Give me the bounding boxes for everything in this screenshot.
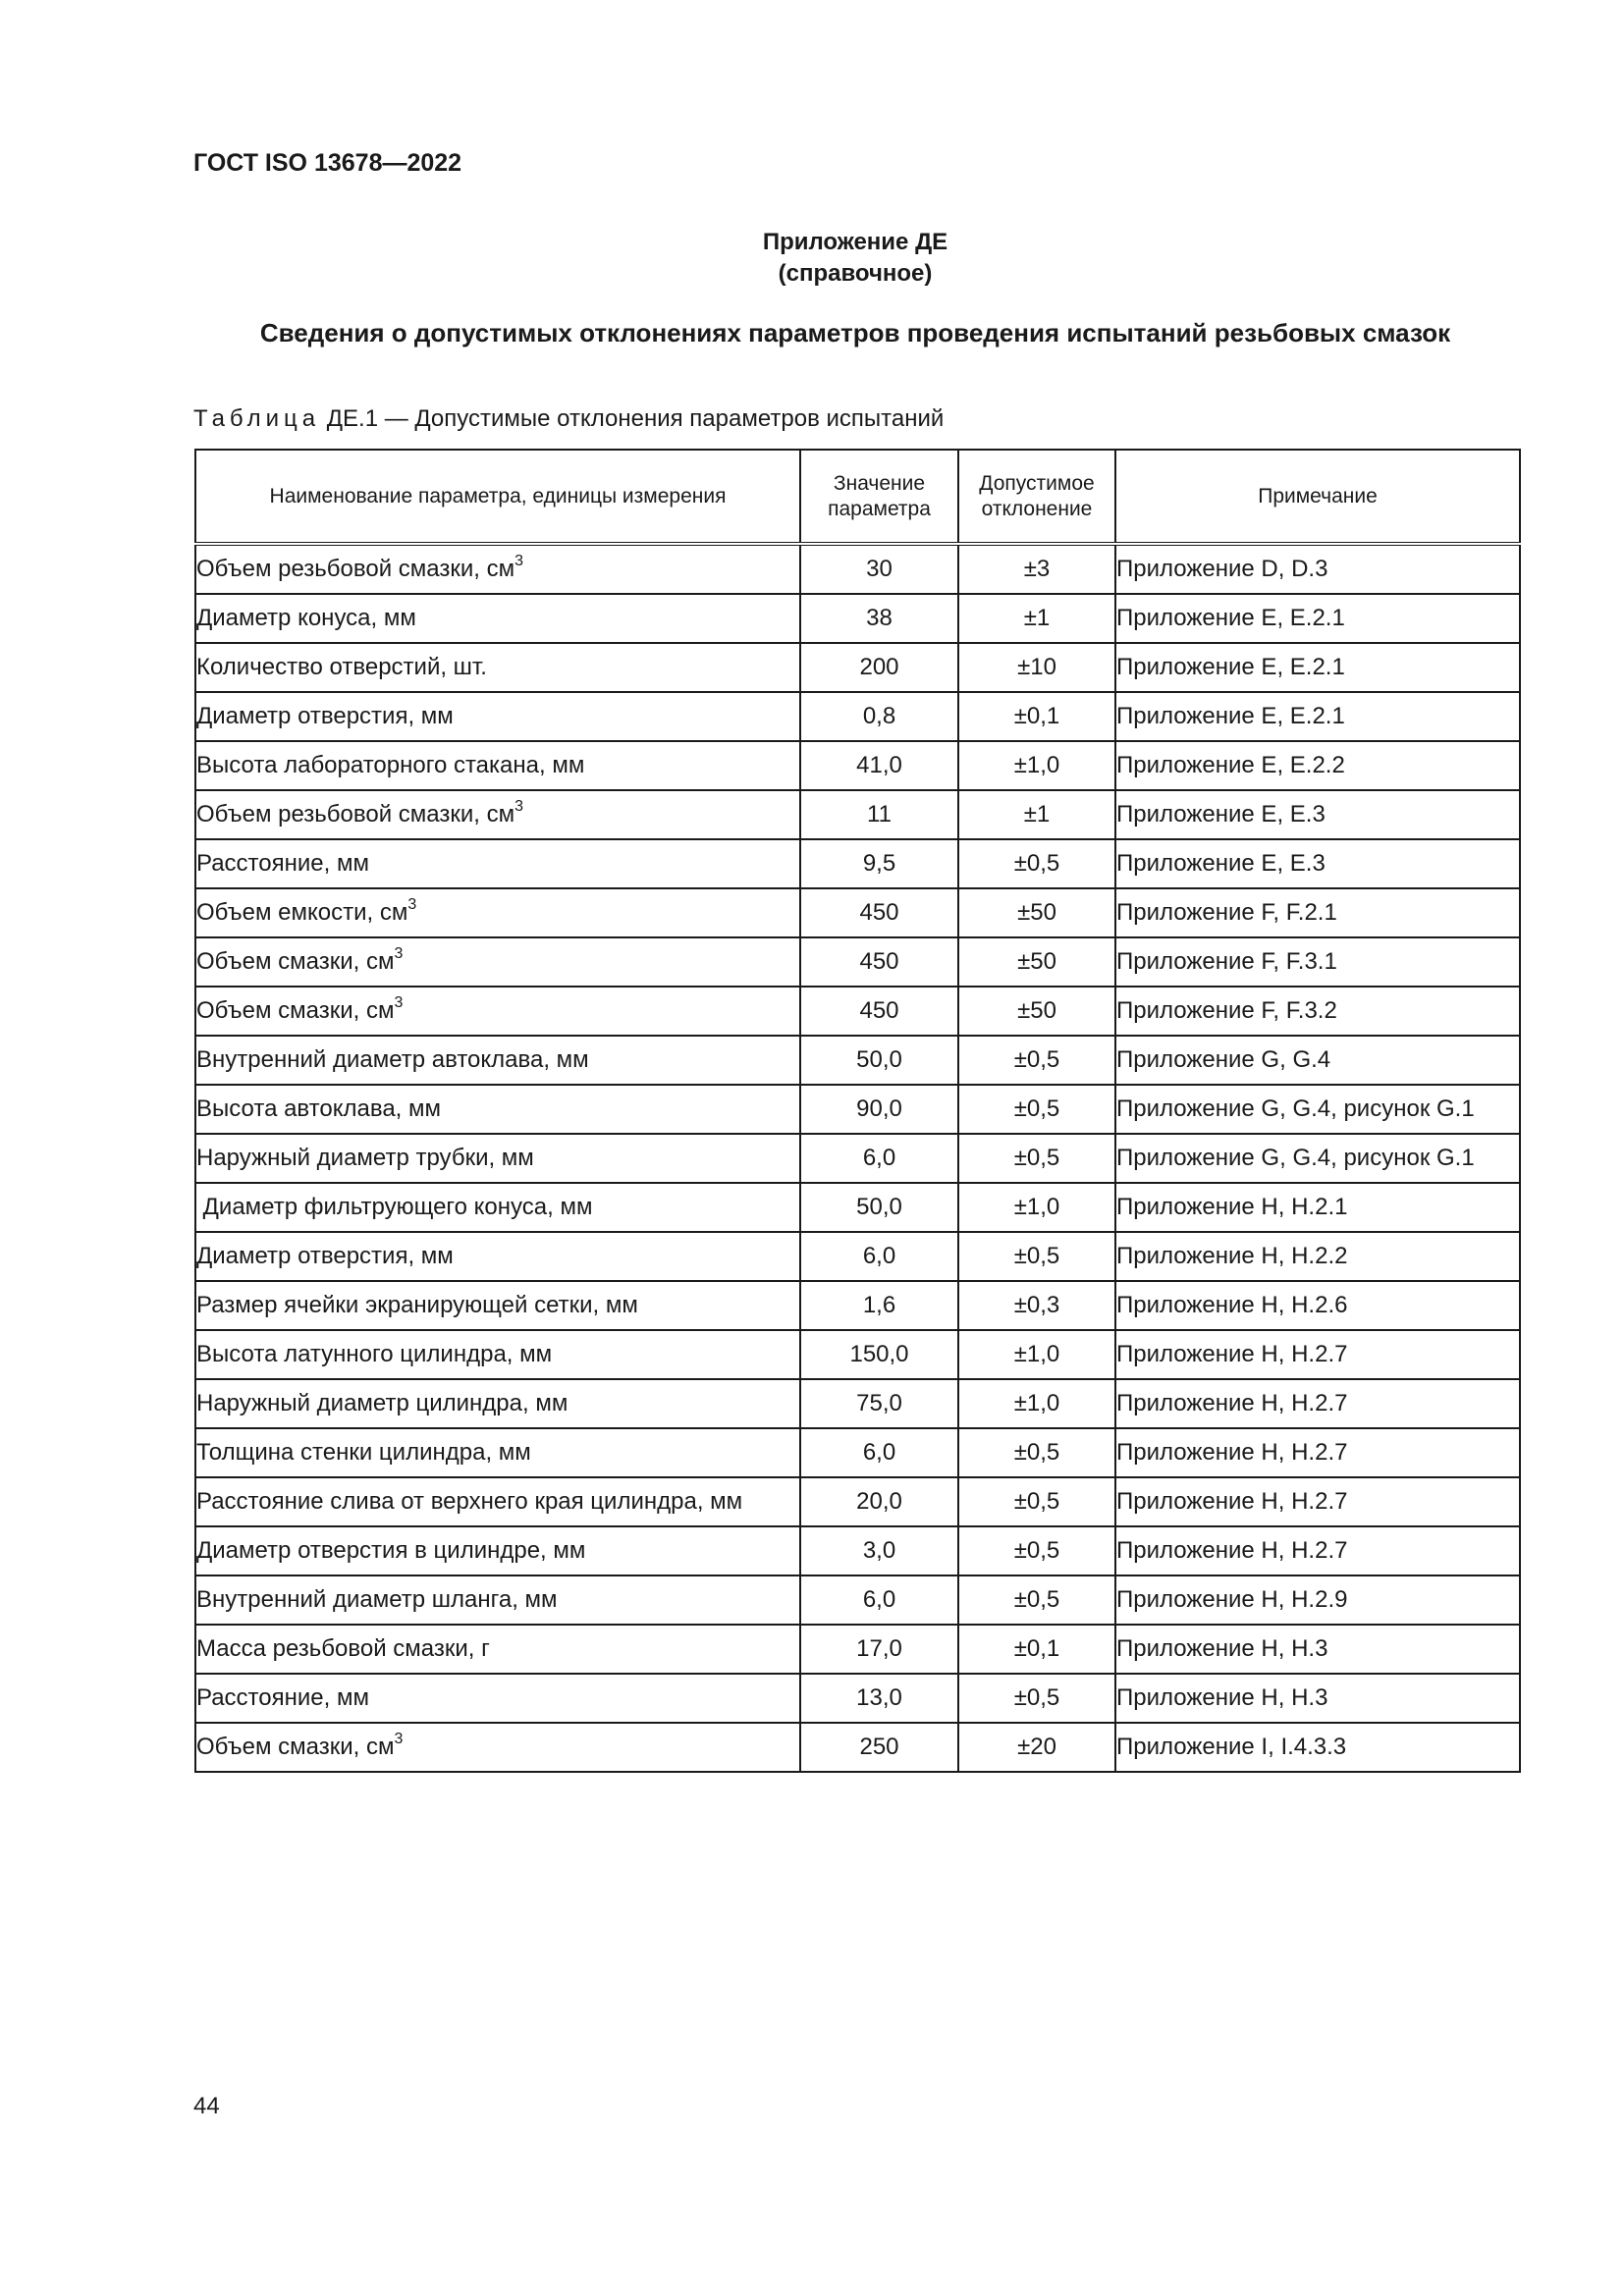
parameter-name-text: Размер ячейки экранирующей сетки, мм bbox=[196, 1292, 638, 1318]
table-row bbox=[195, 1281, 1520, 1330]
cell-tolerance: ±1,0 bbox=[958, 741, 1115, 790]
cell-parameter-value: 9,5 bbox=[800, 839, 958, 888]
cell-note: Приложение G, G.4, рисунок G.1 bbox=[1115, 1085, 1520, 1134]
annex-label: Приложение ДЕ bbox=[762, 229, 948, 255]
cell-parameter-value: 3,0 bbox=[800, 1526, 958, 1575]
table-row bbox=[195, 888, 1520, 937]
parameter-name-text: Высота автоклава, мм bbox=[196, 1095, 442, 1122]
table-row bbox=[195, 1232, 1520, 1281]
table-row bbox=[195, 1575, 1520, 1625]
cell-parameter-value: 90,0 bbox=[800, 1085, 958, 1134]
cell-tolerance: ±0,5 bbox=[958, 1232, 1115, 1281]
cell-parameter-value: 1,6 bbox=[800, 1281, 958, 1330]
cell-parameter-name bbox=[195, 594, 800, 643]
parameter-name-text: Диаметр отверстия, мм bbox=[196, 703, 454, 729]
cell-parameter-name bbox=[195, 839, 800, 888]
page-number: 44 bbox=[193, 2093, 220, 2119]
cell-parameter-name bbox=[195, 544, 800, 594]
parameter-name-text: Объем смазки, см bbox=[196, 997, 395, 1024]
table-row bbox=[195, 741, 1520, 790]
cell-tolerance: ±50 bbox=[958, 888, 1115, 937]
header-tolerance-line1: Допустимое bbox=[979, 471, 1095, 495]
table-row bbox=[195, 594, 1520, 643]
cell-note: Приложение G, G.4 bbox=[1115, 1036, 1520, 1085]
cell-note: Приложение I, I.4.3.3 bbox=[1115, 1723, 1520, 1772]
table-row bbox=[195, 1674, 1520, 1723]
parameter-name-text: Количество отверстий, шт. bbox=[196, 654, 487, 680]
cell-parameter-name bbox=[195, 1526, 800, 1575]
cell-tolerance: ±0,5 bbox=[958, 839, 1115, 888]
cell-parameter-value: 30 bbox=[800, 544, 958, 594]
table-row bbox=[195, 1183, 1520, 1232]
cell-note: Приложение H, H.2.1 bbox=[1115, 1183, 1520, 1232]
parameter-name-text: Диаметр конуса, мм bbox=[196, 605, 416, 631]
table-row bbox=[195, 937, 1520, 987]
cell-tolerance: ±0,5 bbox=[958, 1134, 1115, 1183]
cell-parameter-name bbox=[195, 1232, 800, 1281]
cell-parameter-name bbox=[195, 937, 800, 987]
parameter-name-text: Объем резьбовой смазки, см bbox=[196, 801, 515, 828]
cell-note: Приложение F, F.2.1 bbox=[1115, 888, 1520, 937]
table-caption-text: ДЕ.1 — Допустимые отклонения параметров испытаний bbox=[326, 405, 945, 432]
cell-parameter-name bbox=[195, 790, 800, 839]
cell-parameter-value: 150,0 bbox=[800, 1330, 958, 1379]
parameter-name-text: Объем смазки, см bbox=[196, 1734, 395, 1760]
cell-tolerance: ±0,5 bbox=[958, 1477, 1115, 1526]
cell-parameter-name bbox=[195, 1379, 800, 1428]
table-row bbox=[195, 1379, 1520, 1428]
cell-parameter-value: 450 bbox=[800, 888, 958, 937]
parameter-name-text: Внутренний диаметр автоклава, мм bbox=[196, 1046, 589, 1073]
parameter-name-text: Объем резьбовой смазки, см bbox=[196, 556, 515, 582]
table-body bbox=[195, 544, 1520, 1772]
cell-tolerance: ±50 bbox=[958, 937, 1115, 987]
table-row bbox=[195, 987, 1520, 1036]
cell-parameter-value: 6,0 bbox=[800, 1232, 958, 1281]
parameter-name-text: Расстояние, мм bbox=[196, 1684, 369, 1711]
cell-note: Приложение H, H.2.9 bbox=[1115, 1575, 1520, 1625]
parameter-name-text: Объем емкости, см bbox=[196, 899, 408, 926]
table-row bbox=[195, 1085, 1520, 1134]
cell-parameter-name bbox=[195, 1625, 800, 1674]
parameter-name-text: Масса резьбовой смазки, г bbox=[196, 1635, 490, 1662]
cell-note: Приложение H, H.3 bbox=[1115, 1625, 1520, 1674]
table-row bbox=[195, 790, 1520, 839]
cell-parameter-name bbox=[195, 1183, 800, 1232]
cell-parameter-value: 13,0 bbox=[800, 1674, 958, 1723]
table-row bbox=[195, 1134, 1520, 1183]
parameter-name-text: Высота лабораторного стакана, мм bbox=[196, 752, 585, 778]
cell-tolerance: ±0,5 bbox=[958, 1085, 1115, 1134]
header-value bbox=[800, 450, 958, 544]
table-header-row bbox=[195, 450, 1520, 544]
parameter-name-text: Высота латунного цилиндра, мм bbox=[196, 1341, 553, 1367]
cell-tolerance: ±0,3 bbox=[958, 1281, 1115, 1330]
cell-parameter-name bbox=[195, 888, 800, 937]
cell-parameter-name bbox=[195, 692, 800, 741]
cell-parameter-name bbox=[195, 987, 800, 1036]
cell-tolerance: ±1,0 bbox=[958, 1183, 1115, 1232]
table-row bbox=[195, 839, 1520, 888]
table-row bbox=[195, 544, 1520, 594]
cell-parameter-value: 41,0 bbox=[800, 741, 958, 790]
table-caption-label: Таблица bbox=[193, 405, 321, 432]
cell-parameter-value: 17,0 bbox=[800, 1625, 958, 1674]
cell-parameter-name bbox=[195, 643, 800, 692]
table-row bbox=[195, 1428, 1520, 1477]
header-name: Наименование параметра, единицы измерения bbox=[195, 450, 800, 544]
cell-parameter-value: 50,0 bbox=[800, 1183, 958, 1232]
cell-parameter-value: 6,0 bbox=[800, 1575, 958, 1625]
header-value-line1: Значение bbox=[833, 471, 926, 495]
cell-parameter-name bbox=[195, 1134, 800, 1183]
cell-parameter-name bbox=[195, 1330, 800, 1379]
header-value-line2: параметра bbox=[828, 497, 931, 520]
cell-note: Приложение H, H.2.7 bbox=[1115, 1526, 1520, 1575]
cell-parameter-value: 250 bbox=[800, 1723, 958, 1772]
cell-note: Приложение H, H.2.7 bbox=[1115, 1330, 1520, 1379]
cell-note: Приложение E, E.2.1 bbox=[1115, 692, 1520, 741]
table-row bbox=[195, 643, 1520, 692]
header-tolerance-line2: отклонение bbox=[981, 497, 1093, 520]
cell-note: Приложение H, H.2.6 bbox=[1115, 1281, 1520, 1330]
cell-note: Приложение H, H.2.7 bbox=[1115, 1428, 1520, 1477]
cell-parameter-value: 200 bbox=[800, 643, 958, 692]
parameter-name-text: Расстояние, мм bbox=[196, 850, 369, 877]
cell-parameter-value: 11 bbox=[800, 790, 958, 839]
cell-tolerance: ±3 bbox=[958, 544, 1115, 594]
table-caption bbox=[193, 405, 944, 433]
cell-parameter-value: 6,0 bbox=[800, 1134, 958, 1183]
cell-parameter-name bbox=[195, 1674, 800, 1723]
cell-note: Приложение E, E.3 bbox=[1115, 790, 1520, 839]
cell-note: Приложение F, F.3.2 bbox=[1115, 987, 1520, 1036]
cell-tolerance: ±1 bbox=[958, 790, 1115, 839]
section-heading: Сведения о допустимых отклонениях параметров проведения испытаний резьбовых смазок bbox=[259, 318, 1451, 347]
cell-note: Приложение H, H.2.2 bbox=[1115, 1232, 1520, 1281]
cell-tolerance: ±50 bbox=[958, 987, 1115, 1036]
annex-title bbox=[0, 227, 1624, 290]
cell-tolerance: ±20 bbox=[958, 1723, 1115, 1772]
cell-parameter-name bbox=[195, 1723, 800, 1772]
cell-parameter-value: 6,0 bbox=[800, 1428, 958, 1477]
cell-note: Приложение E, E.2.1 bbox=[1115, 594, 1520, 643]
cell-note: Приложение H, H.2.7 bbox=[1115, 1477, 1520, 1526]
cell-parameter-value: 450 bbox=[800, 987, 958, 1036]
table-row bbox=[195, 1723, 1520, 1772]
header-tolerance bbox=[958, 450, 1115, 544]
parameter-name-text: Расстояние слива от верхнего края цилиндра, мм bbox=[196, 1488, 743, 1515]
cell-tolerance: ±0,5 bbox=[958, 1674, 1115, 1723]
cell-tolerance: ±0,5 bbox=[958, 1526, 1115, 1575]
cell-tolerance: ±1,0 bbox=[958, 1330, 1115, 1379]
cell-note: Приложение H, H.2.7 bbox=[1115, 1379, 1520, 1428]
cell-parameter-name bbox=[195, 1428, 800, 1477]
cell-note: Приложение E, E.2.1 bbox=[1115, 643, 1520, 692]
cell-tolerance: ±0,1 bbox=[958, 1625, 1115, 1674]
cell-tolerance: ±0,5 bbox=[958, 1428, 1115, 1477]
table-row bbox=[195, 1625, 1520, 1674]
header-note: Примечание bbox=[1115, 450, 1520, 544]
parameter-name-text: Объем смазки, см bbox=[196, 948, 395, 975]
cell-note: Приложение G, G.4, рисунок G.1 bbox=[1115, 1134, 1520, 1183]
cell-parameter-value: 20,0 bbox=[800, 1477, 958, 1526]
cell-parameter-value: 38 bbox=[800, 594, 958, 643]
table-row bbox=[195, 1036, 1520, 1085]
parameter-name-text: Внутренний диаметр шланга, мм bbox=[196, 1586, 558, 1613]
cell-parameter-value: 50,0 bbox=[800, 1036, 958, 1085]
cell-parameter-value: 0,8 bbox=[800, 692, 958, 741]
cell-note: Приложение E, E.2.2 bbox=[1115, 741, 1520, 790]
annex-type: (справочное) bbox=[778, 260, 933, 287]
table-row bbox=[195, 1526, 1520, 1575]
cell-note: Приложение E, E.3 bbox=[1115, 839, 1520, 888]
cell-note: Приложение F, F.3.1 bbox=[1115, 937, 1520, 987]
cell-tolerance: ±10 bbox=[958, 643, 1115, 692]
cell-parameter-value: 75,0 bbox=[800, 1379, 958, 1428]
unit-superscript: 3 bbox=[514, 553, 524, 569]
cell-tolerance: ±0,1 bbox=[958, 692, 1115, 741]
cell-tolerance: ±0,5 bbox=[958, 1575, 1115, 1625]
parameter-name-text: Наружный диаметр трубки, мм bbox=[196, 1145, 534, 1171]
cell-parameter-value: 450 bbox=[800, 937, 958, 987]
cell-parameter-name bbox=[195, 1085, 800, 1134]
table-row bbox=[195, 1477, 1520, 1526]
unit-superscript: 3 bbox=[407, 896, 417, 913]
table-row bbox=[195, 692, 1520, 741]
unit-superscript: 3 bbox=[394, 945, 404, 962]
cell-parameter-name bbox=[195, 1477, 800, 1526]
table-row bbox=[195, 1330, 1520, 1379]
parameter-name-text: Толщина стенки цилиндра, мм bbox=[196, 1439, 531, 1466]
parameter-name-text: Диаметр отверстия, мм bbox=[196, 1243, 454, 1269]
cell-parameter-name bbox=[195, 1281, 800, 1330]
cell-note: Приложение D, D.3 bbox=[1115, 544, 1520, 594]
document-code: ГОСТ ISO 13678—2022 bbox=[193, 149, 462, 177]
cell-parameter-name bbox=[195, 741, 800, 790]
unit-superscript: 3 bbox=[394, 1731, 404, 1747]
unit-superscript: 3 bbox=[514, 798, 524, 815]
parameter-name-text: Наружный диаметр цилиндра, мм bbox=[196, 1390, 568, 1416]
cell-note: Приложение H, H.3 bbox=[1115, 1674, 1520, 1723]
cell-parameter-name bbox=[195, 1036, 800, 1085]
cell-parameter-name bbox=[195, 1575, 800, 1625]
unit-superscript: 3 bbox=[394, 994, 404, 1011]
parameter-name-text: Диаметр фильтрующего конуса, мм bbox=[196, 1194, 593, 1220]
parameters-table bbox=[194, 449, 1521, 1773]
cell-tolerance: ±0,5 bbox=[958, 1036, 1115, 1085]
cell-tolerance: ±1 bbox=[958, 594, 1115, 643]
parameter-name-text: Диаметр отверстия в цилиндре, мм bbox=[196, 1537, 586, 1564]
cell-tolerance: ±1,0 bbox=[958, 1379, 1115, 1428]
